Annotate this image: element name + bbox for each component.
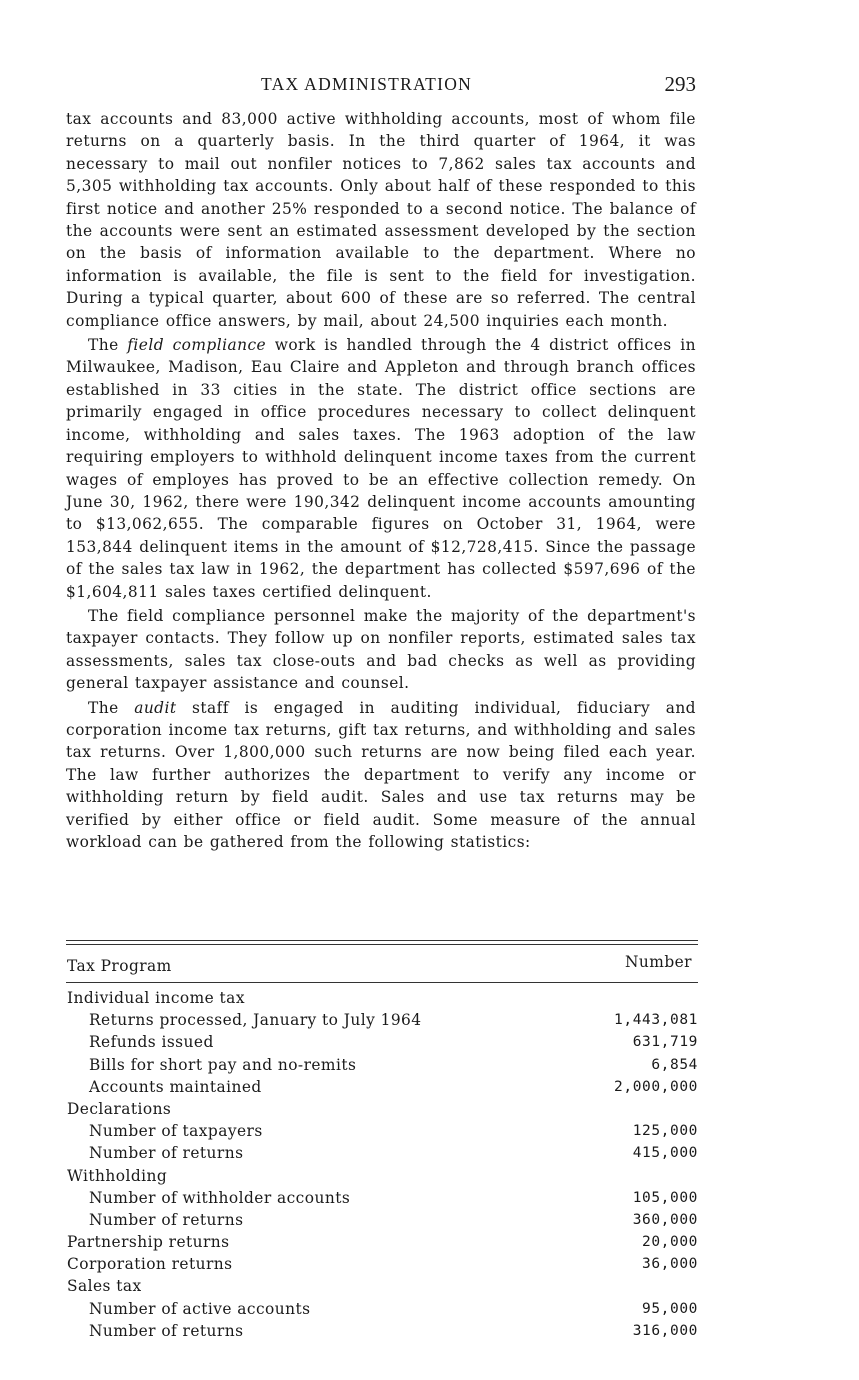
table-header	[66, 945, 698, 977]
table-body	[66, 983, 698, 1342]
row-value: 316,000	[632, 1322, 698, 1339]
row-label: Number of taxpayers	[89, 1122, 263, 1141]
table-row	[66, 1120, 698, 1142]
row-value: 360,000	[632, 1211, 698, 1228]
page-header	[66, 72, 698, 100]
row-value: 36,000	[642, 1256, 698, 1273]
running-head: TAX ADMINISTRATION	[261, 74, 473, 94]
row-label: Corporation returns	[67, 1255, 233, 1274]
row-value: 6,854	[651, 1056, 698, 1073]
row-label: Bills for short pay and no-remits	[89, 1055, 357, 1074]
row-value: 95,000	[642, 1300, 698, 1317]
row-value: 2,000,000	[614, 1078, 698, 1095]
row-value: 631,719	[632, 1034, 698, 1051]
table-row	[66, 1031, 698, 1053]
column-header-number: Number	[625, 953, 692, 971]
table-row	[66, 1098, 698, 1120]
row-label: Partnership returns	[67, 1233, 230, 1252]
table-row	[66, 1275, 698, 1297]
row-label: Number of withholder accounts	[89, 1188, 351, 1207]
paragraph-field-compliance	[66, 334, 696, 603]
table-row	[66, 1253, 698, 1275]
table-row	[66, 1231, 698, 1253]
paragraph-continuation: tax accounts and 83,000 active withholding accounts, most of whom file returns on a quarterly basis. In the third quarter of 1964, it was necessary to mail out nonfiler notices to 7,862 sales tax accounts and 5,305 withholding tax accounts. Only about half of these responded to this first notice and another 25% responded to a second notice. The balance of the accounts were sent an estimated assessment developed by the section on the basis of information available to the department. Where no information is available, the file is sent to the field for investigation. During a typical quarter, about 600 of these are so referred. The central compliance office answers, by mail, about 24,500 inquiries each month.	[66, 110, 696, 330]
row-label: Sales tax	[67, 1277, 142, 1296]
row-value: 125,000	[632, 1123, 698, 1140]
table-row	[66, 1320, 698, 1342]
table-row	[66, 1054, 698, 1076]
row-label: Number of active accounts	[89, 1299, 311, 1318]
table-row	[66, 987, 698, 1009]
table-row	[66, 1142, 698, 1164]
italic-term-audit: audit	[134, 698, 177, 717]
table-row	[66, 1076, 698, 1098]
paragraph-lead: The	[88, 336, 128, 355]
row-label: Declarations	[67, 1099, 172, 1118]
table-row	[66, 1165, 698, 1187]
body-text	[66, 108, 696, 853]
row-value: 415,000	[632, 1145, 698, 1162]
table-row	[66, 1009, 698, 1031]
row-value: 20,000	[642, 1234, 698, 1251]
row-label: Individual income tax	[67, 989, 245, 1007]
paragraph-audit	[66, 697, 696, 854]
row-label: Withholding	[67, 1166, 168, 1185]
row-label: Returns processed, January to July 1964	[89, 1011, 422, 1030]
table-row	[66, 1298, 698, 1320]
paragraph-lead: The	[88, 698, 135, 717]
row-value: 1,443,081	[614, 1012, 698, 1029]
table-row	[66, 1187, 698, 1209]
table-row	[66, 1209, 698, 1231]
paragraph-body: work is handled through the 4 district offices in Milwaukee, Madison, Eau Claire and Appleton and through branch offices established in 33 cities in the state. The district office sections are primarily engaged in office procedures necessary to collect delinquent income, withholding and sales taxes. The 1963 adoption of the law requiring employers to withhold delinquent income taxes from the current wages of employes has proved to be an effective collection remedy. On June 30, 1962, there were 190,342 delinquent income accounts amounting to $13,062,655. The comparable figures on October 31, 1964, were 153,844 delinquent items in the amount of $12,728,415. Since the passage of the sales tax law in 1962, the department has collected $597,696 of the $1,604,811 sales taxes certified delinquent.	[66, 336, 696, 601]
column-header-program: Tax Program	[67, 957, 172, 975]
row-label: Accounts maintained	[89, 1077, 262, 1096]
paragraph-field-personnel: The field compliance personnel make the majority of the department's taxpayer contacts. They follow up on nonfiler reports, estimated sales tax assessments, sales tax close-outs and bad checks as well as providing general taxpayer assistance and counsel.	[66, 606, 696, 693]
row-value: 105,000	[632, 1189, 698, 1206]
italic-term-field-compliance: field compliance	[127, 336, 267, 355]
statistics-table	[66, 940, 698, 1342]
row-label: Refunds issued	[89, 1033, 214, 1052]
page-number: 293	[664, 72, 696, 96]
paragraph-body: staff is engaged in auditing individual, fiduciary and corporation income tax returns, gift tax returns, and withholding and sales tax returns. Over 1,800,000 such returns are now being filed each year. The law further authorizes the department to verify any income or withholding return by field audit. Sales and use tax returns may be verified by either office or field audit. Some measure of the annual workload can be gathered from the following statistics:	[66, 698, 696, 851]
row-label: Number of returns	[89, 1321, 244, 1340]
row-label: Number of returns	[89, 1144, 244, 1163]
row-label: Number of returns	[89, 1210, 244, 1229]
